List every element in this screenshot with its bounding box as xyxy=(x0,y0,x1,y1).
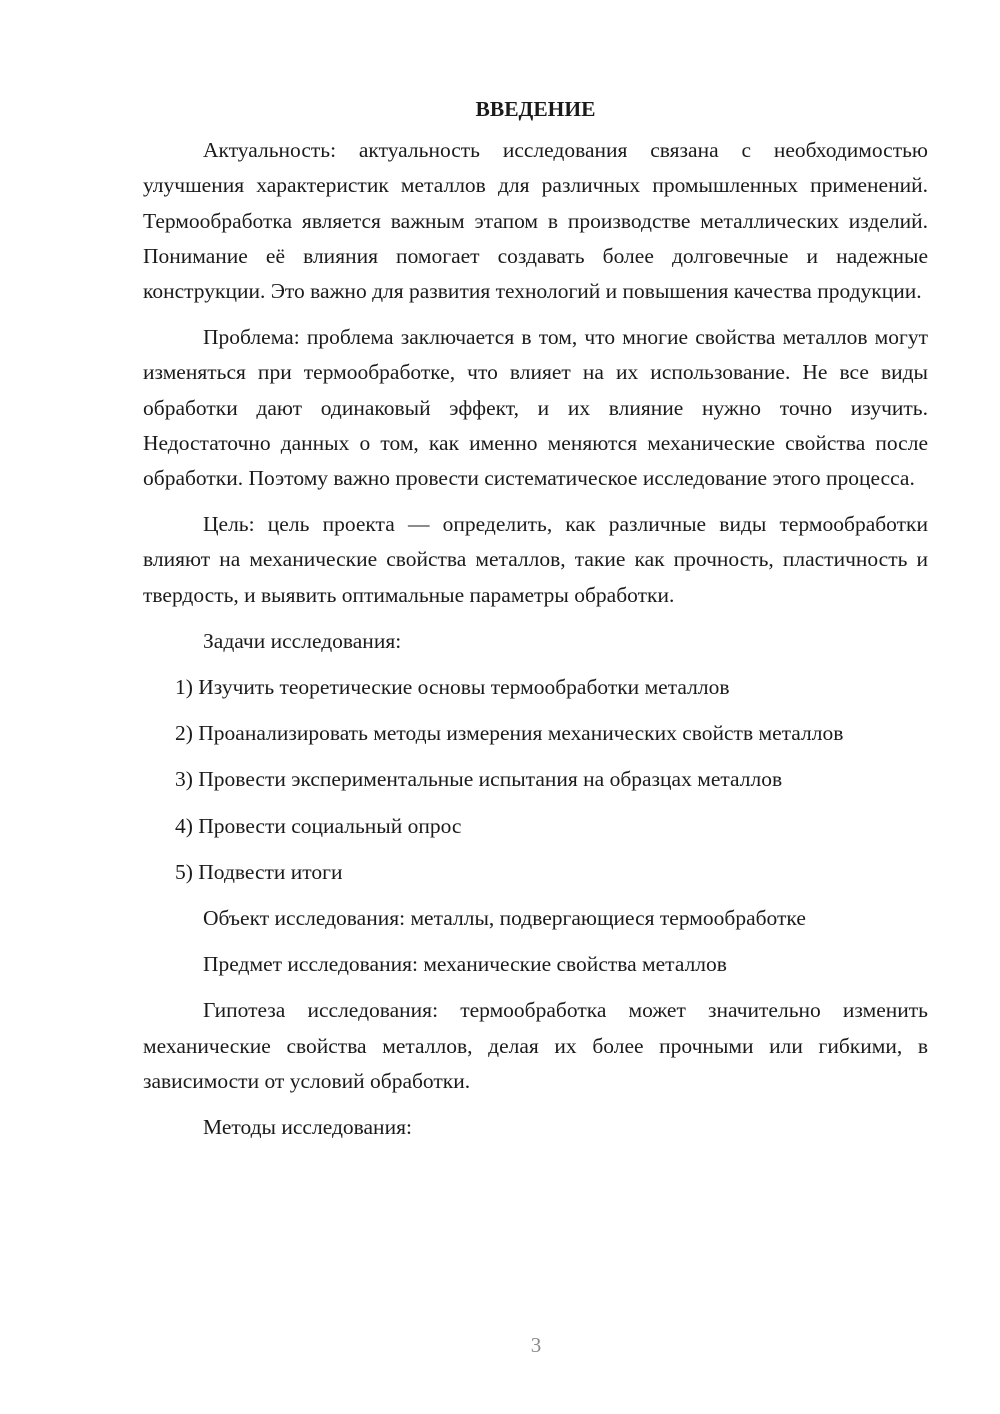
relevance-paragraph: Актуальность: актуальность исследования связана с необходимостью улучшения характеристик металлов для различных промышленных применений. Термообработка является важным этапом в производстве металлических изделий. Понимание её влияния помогает создавать более долговечные и надежные конструкции. Это важно для развития технологий и повышения качества продукции. xyxy=(143,138,928,304)
page-number: 3 xyxy=(530,1333,542,1357)
page-title: ВВЕДЕНИЕ xyxy=(475,97,596,121)
task-item-3: 3) Провести экспериментальные испытания на образцах металлов xyxy=(175,767,783,792)
task-item-2: 2) Проанализировать методы измерения механических свойств металлов xyxy=(175,721,844,746)
task-item-1: 1) Изучить теоретические основы термообработки металлов xyxy=(175,675,730,700)
page-content xyxy=(143,92,928,1156)
problem-paragraph: Проблема: проблема заключается в том, что многие свойства металлов могут изменяться при термообработке, что влияет на их использование. Не все виды обработки дают одинаковый эффект, и их влияние нужно точно изучить. Недостаточно данных о том, как именно меняются механические свойства после обработки. Поэтому важно провести систематическое исследование этого процесса. xyxy=(143,325,928,491)
goal-paragraph: Цель: цель проекта — определить, как различные виды термообработки влияют на механические свойства металлов, такие как прочность, пластичность и твердость, и выявить оптимальные параметры обработки. xyxy=(143,512,928,607)
hypothesis-paragraph: Гипотеза исследования: термообработка может значительно изменить механические свойства металлов, делая их более прочными или гибкими, в зависимости от условий обработки. xyxy=(143,998,928,1093)
methods-heading: Методы исследования: xyxy=(203,1115,412,1140)
research-subject: Предмет исследования: механические свойства металлов xyxy=(203,952,727,977)
tasks-heading: Задачи исследования: xyxy=(203,628,402,653)
research-object: Объект исследования: металлы, подвергающиеся термообработке xyxy=(203,906,806,931)
task-item-5: 5) Подвести итоги xyxy=(175,859,343,884)
task-item-4: 4) Провести социальный опрос xyxy=(175,813,462,838)
